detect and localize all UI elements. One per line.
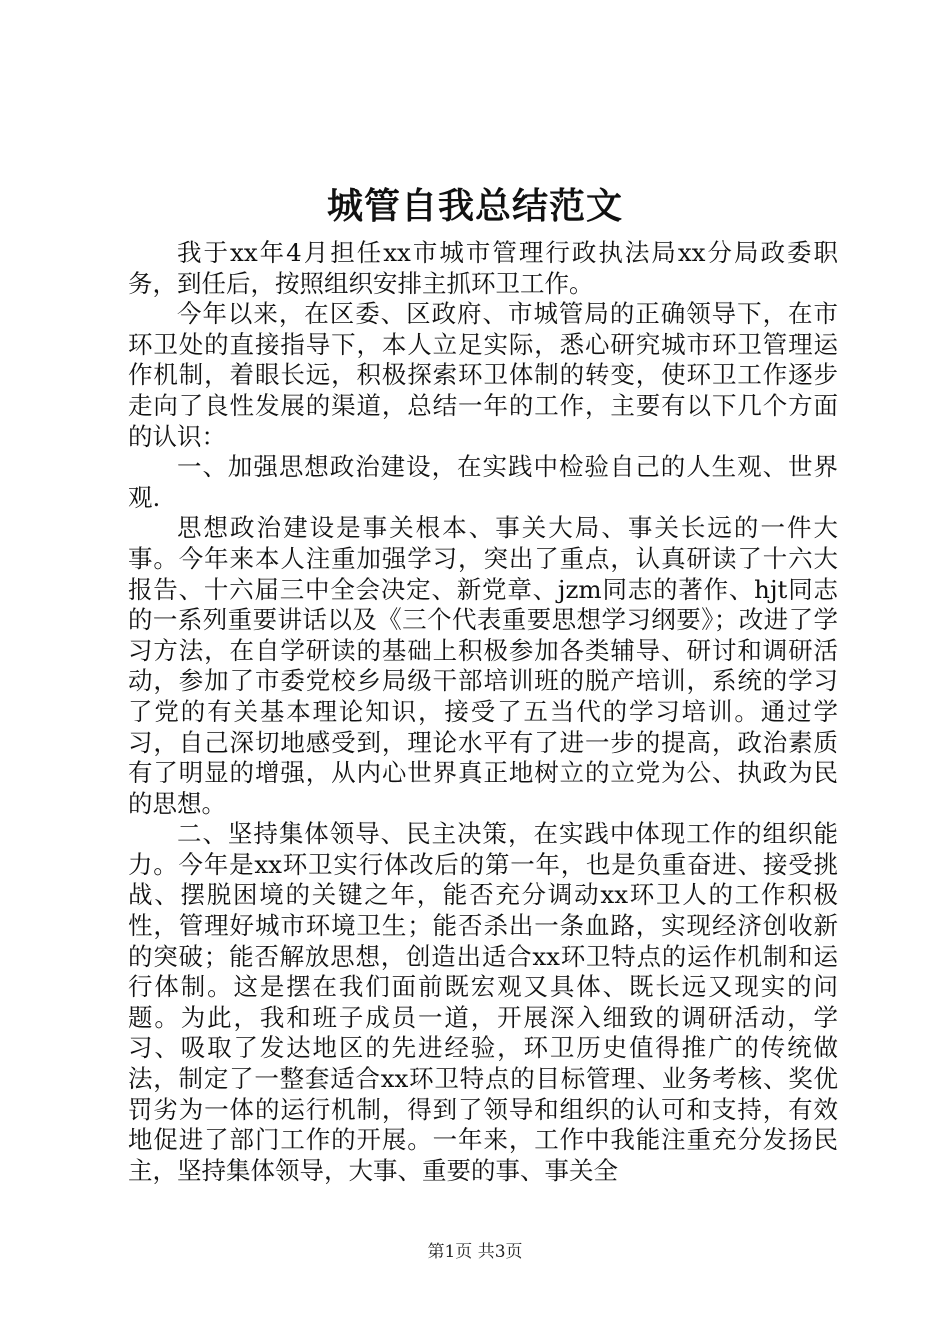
section-heading-paragraph: 二、坚持集体领导、民主决策，在实践中体现工作的组织能力。今年是xx环卫实行体改后的第一年，也是负重奋进、接受挑战、摆脱困境的关键之年，能否充分调动xx环卫人的工作积极性，管理好城市环境卫生；能否杀出一条血路，实现经济创收新的突破；能否解放思想，创造出适合xx环卫特点的运作机制和运行体制。这是摆在我们面前既宏观又具体、既长远又现实的问题。为此，我和班子成员一道，开展深入细致的调研活动，学习、吸取了发达地区的先进经验，环卫历史值得推广的传统做法，制定了一整套适合xx环卫特点的目标管理、业务考核、奖优罚劣为一体的运行机制，得到了领导和组织的认可和支持，有效地促进了部门工作的开展。一年来，工作中我能注重充分发扬民主，坚持集体领导，大事、重要的事、事关全	[128, 819, 838, 1185]
page-number: 第1页 共3页	[427, 1242, 523, 1262]
document-body	[128, 238, 838, 1186]
paragraph: 我于xx年4月担任xx市城市管理行政执法局xx分局政委职务，到任后，按照组织安排主抓环卫工作。	[128, 238, 838, 298]
paragraph: 思想政治建设是事关根本、事关大局、事关长远的一件大事。今年来本人注重加强学习，突出了重点，认真研读了十六大报告、十六届三中全会决定、新党章、jzm同志的著作、hjt同志的一系列重要讲话以及《三个代表重要思想学习纲要》；改进了学习方法，在自学研读的基础上积极参加各类辅导、研讨和调研活动，参加了市委党校乡局级干部培训班的脱产培训，系统的学习了党的有关基本理论知识，接受了五当代的学习培训。通过学习，自己深切地感受到，理论水平有了进一步的提高，政治素质有了明显的增强，从内心世界真正地树立的立党为公、执政为民的思想。	[128, 513, 838, 818]
document-title: 城管自我总结范文	[326, 185, 623, 227]
page-footer	[0, 1240, 950, 1264]
section-heading-paragraph: 一、加强思想政治建设，在实践中检验自己的人生观、世界观.	[128, 452, 838, 512]
paragraph: 今年以来，在区委、区政府、市城管局的正确领导下，在市环卫处的直接指导下，本人立足实际，悉心研究城市环卫管理运作机制，着眼长远，积极探索环卫体制的转变，使环卫工作逐步走向了良性发展的渠道，总结一年的工作，主要有以下几个方面的认识：	[128, 299, 838, 451]
